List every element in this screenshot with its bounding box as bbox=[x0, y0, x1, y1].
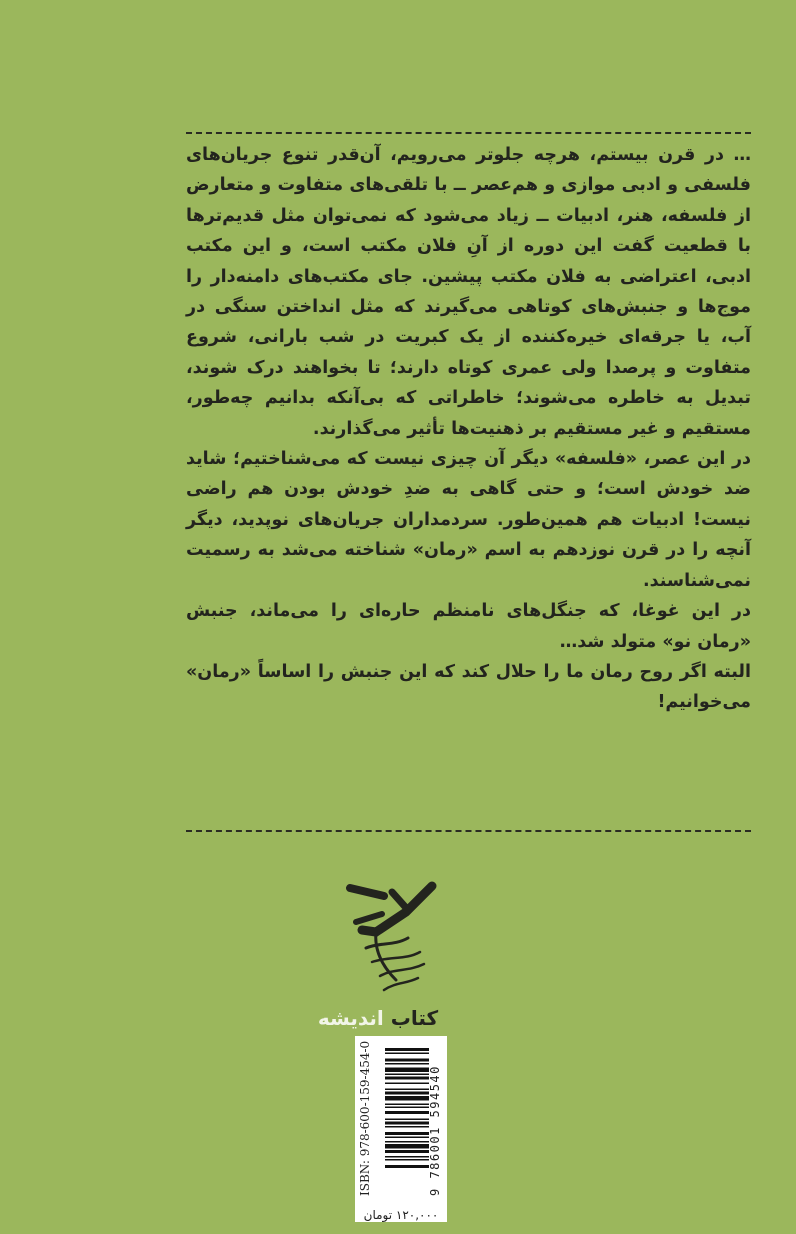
bottom-divider bbox=[186, 830, 751, 832]
brand-prefix: کتاب bbox=[390, 1006, 439, 1030]
publisher-logo bbox=[336, 872, 454, 1000]
price-label: ۱۲۰,۰۰۰ تومان bbox=[355, 1208, 447, 1222]
barcode-bar bbox=[385, 1089, 429, 1091]
top-divider bbox=[186, 132, 751, 134]
barcode-bar bbox=[385, 1126, 429, 1128]
barcode-bar bbox=[385, 1053, 429, 1055]
ean-digits: 9 786001 594540 bbox=[428, 1065, 442, 1196]
brand-accent: اندیشه bbox=[317, 1006, 384, 1030]
barcode-bar bbox=[385, 1104, 429, 1106]
barcode-bar bbox=[385, 1119, 429, 1121]
blurb-paragraph-3: در این غوغا، که جنگل‌های نامنظم حاره‌ای را می‌ماند، جنبش «رمان نو» متولد شد… bbox=[186, 601, 751, 652]
barcode-bar bbox=[385, 1156, 429, 1158]
barcode-bar bbox=[385, 1144, 429, 1149]
barcode-bar bbox=[385, 1137, 429, 1139]
barcode-bar bbox=[385, 1059, 429, 1062]
barcode-bar bbox=[385, 1122, 429, 1125]
barcode-bar bbox=[385, 1092, 429, 1095]
barcode-bar bbox=[385, 1141, 429, 1143]
barcode-bar bbox=[385, 1096, 429, 1101]
barcode-bar bbox=[385, 1077, 429, 1080]
barcode-bar bbox=[385, 1083, 429, 1085]
barcode-bar bbox=[385, 1159, 429, 1161]
barcode-bar bbox=[385, 1111, 429, 1114]
barcode-bar bbox=[385, 1165, 429, 1168]
branch-calligraphy-icon bbox=[336, 872, 454, 1000]
publisher-brand bbox=[300, 1006, 456, 1030]
blurb-paragraph-2: در این عصر، «فلسفه» دیگر آن چیزی نیست که می‌شناختیم؛ شاید ضد خودش است؛ و حتی گاهی به ضدِ خودش بودن هم راضی نیست! ادبیات هم همین‌طور. سردمداران جریان‌های نوپدید، دیگر آنچه را در قرن نوزدهم به اسم «رمان» شناخته می‌شد به رسمیت نمی‌شناسند. bbox=[186, 449, 751, 591]
blurb-paragraph-4: البته اگر روح رمان ما را حلال کند که این جنبش را اساساً «رمان» می‌خوانیم! bbox=[186, 661, 751, 713]
blurb-paragraph-1: … در قرن بیستم، هرچه جلوتر می‌رویم، آن‌قدر تنوع جریان‌های فلسفی و ادبی موازی و هم‌عصر ــ با تلقی‌های متفاوت و متعارض از فلسفه، هنر، ادبیات ــ زیاد می‌شود که نمی‌توان مثل قدیم‌ترها با قطعیت گفت این دوره از آنِ فلان مکتب است، و این مکتب ادبی، اعتراضی به فلان مکتب پیشین. جای مکتب‌های دامنه‌دار را موج‌ها و جنبش‌های کوتاهی می‌گیرند که مثل انداختن سنگی در آب، یا جرقه‌ای خیره‌کننده از یک کبریت در شب بارانی، شروع متفاوت و پرصدا ولی عمری کوتاه دارند؛ تا بخواهند درک شوند، تبدیل به خاطره می‌شوند؛ خاطراتی که بی‌آنکه بدانیم چه‌طور، مستقیم و غیر مستقیم بر ذهنیت‌ها تأثیر می‌گذارند. bbox=[186, 145, 751, 439]
back-cover-blurb bbox=[186, 140, 751, 718]
barcode-bar bbox=[385, 1074, 429, 1076]
barcode-bar bbox=[385, 1063, 429, 1065]
barcode-bar bbox=[385, 1150, 429, 1153]
barcode-bar bbox=[385, 1132, 429, 1135]
barcode-bar bbox=[385, 1068, 429, 1073]
barcode-bar bbox=[385, 1048, 429, 1051]
isbn-text: ISBN: 978-600-159-454-0 bbox=[358, 1040, 372, 1196]
barcode-bar bbox=[385, 1107, 429, 1109]
